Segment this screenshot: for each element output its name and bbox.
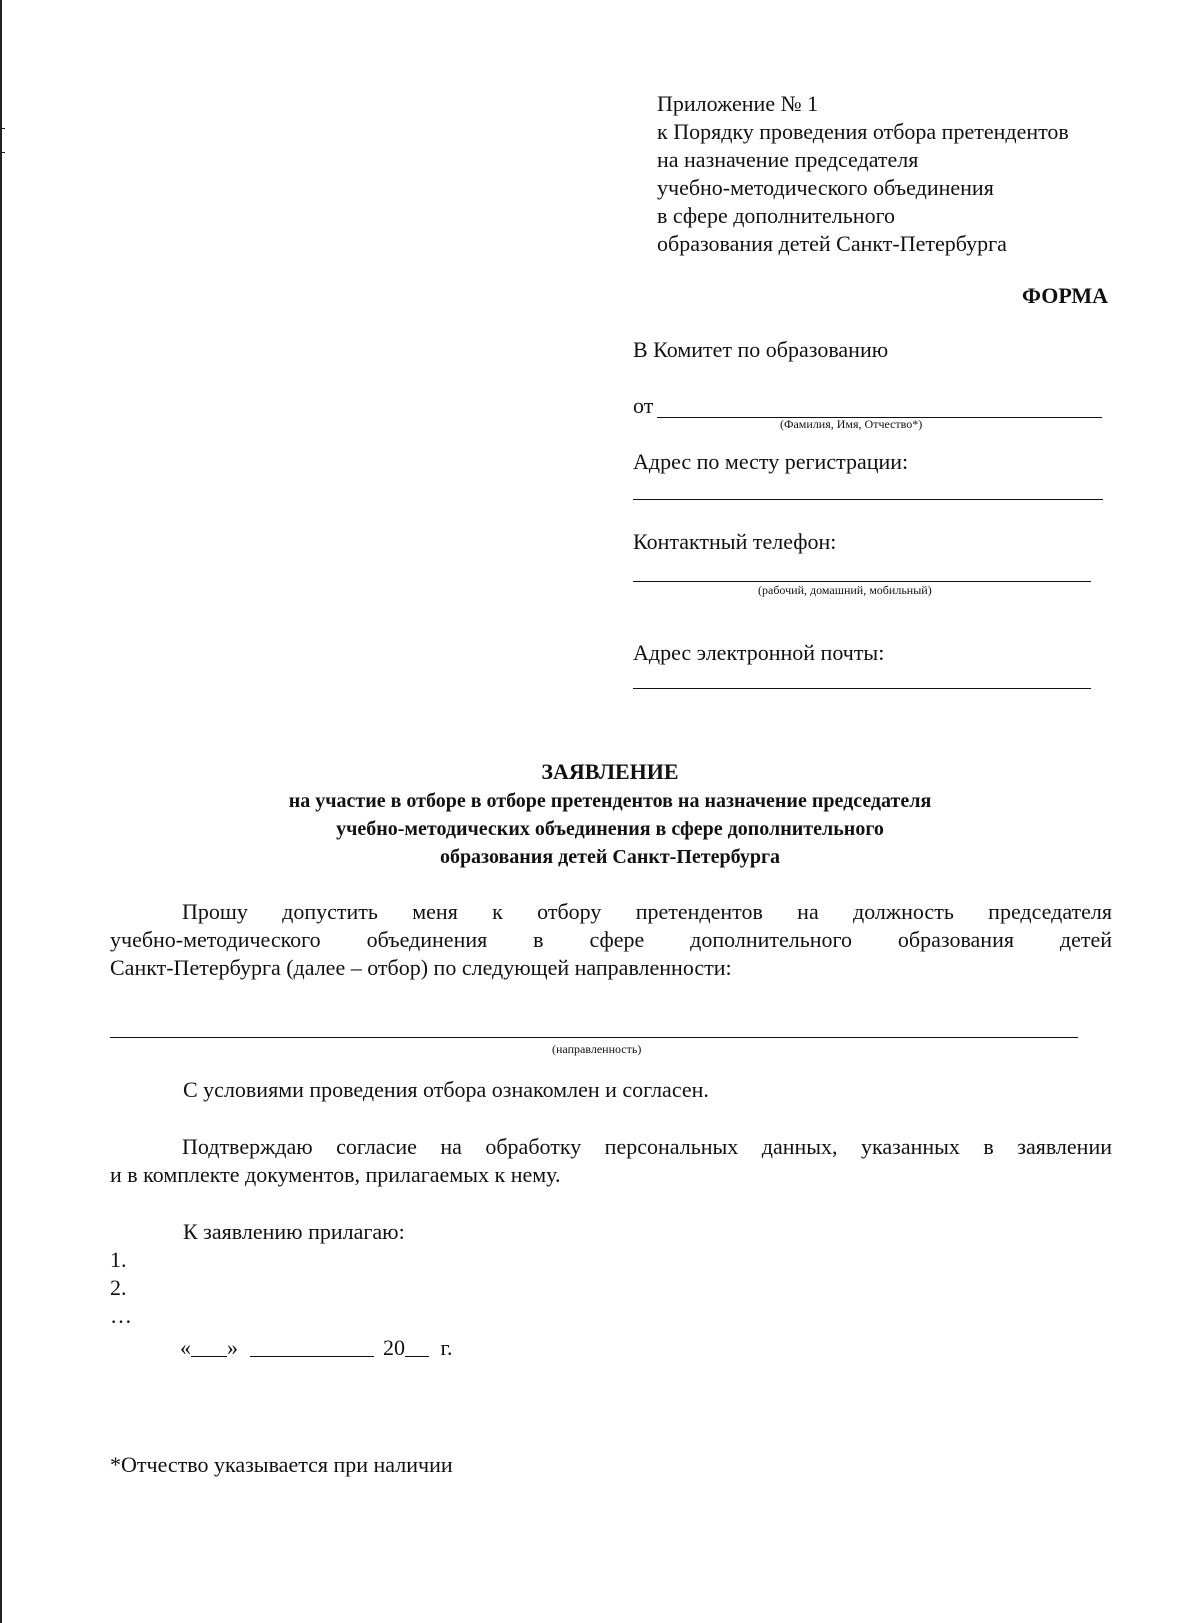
- statement-subtitle: [100, 787, 1120, 871]
- statement-heading: ЗАЯВЛЕНИЕ: [541, 759, 679, 784]
- appendix-line: учебно-методического объединения: [657, 175, 994, 200]
- direction-hint: (направленность): [552, 1042, 642, 1056]
- consent-paragraph: [110, 1133, 1112, 1189]
- appendix-line: Приложение № 1: [657, 91, 819, 116]
- request-paragraph: [110, 898, 1112, 982]
- date-year-suffix: г.: [440, 1335, 453, 1360]
- attach-item: 1.: [110, 1247, 127, 1272]
- phone-label: Контактный телефон:: [633, 529, 837, 554]
- request-line: учебно-методического объединения в сфере дополнительного образования детей: [110, 927, 1112, 952]
- address-field-line[interactable]: [633, 499, 1103, 500]
- appendix-line: в сфере дополнительного: [657, 203, 896, 228]
- subtitle-line: образования детей Санкт-Петербурга: [439, 846, 781, 868]
- appendix-line: на назначение председателя: [657, 147, 919, 172]
- subtitle-line: на участие в отборе в отборе претендентов на назначение председателя: [288, 790, 932, 812]
- attach-item: 2.: [110, 1275, 127, 1300]
- date-open-quote: «: [180, 1335, 191, 1360]
- consent-line: Подтверждаю согласие на обработку персональных данных, указанных в заявлении: [182, 1134, 1112, 1159]
- email-field-line[interactable]: [633, 688, 1091, 689]
- scan-left-edge: [0, 0, 2, 1623]
- form-label: ФОРМА: [1022, 283, 1108, 308]
- agree-text: С условиями проведения отбора ознакомлен и согласен.: [183, 1077, 709, 1102]
- request-line: Санкт-Петербурга (далее – отбор) по следующей направленности:: [110, 955, 732, 980]
- email-label: Адрес электронной почты:: [633, 640, 885, 665]
- attach-label: К заявлению прилагаю:: [183, 1219, 405, 1244]
- attach-list: [110, 1246, 132, 1330]
- date-close-quote: »: [227, 1335, 238, 1360]
- address-label: Адрес по месту регистрации:: [633, 449, 909, 474]
- request-line: Прошу допустить меня к отбору претендентов на должность председателя: [182, 899, 1112, 924]
- appendix-line: образования детей Санкт-Петербурга: [657, 231, 1007, 256]
- appendix-line: к Порядку проведения отбора претендентов: [657, 119, 1069, 144]
- consent-line: и в комплекте документов, прилагаемых к нему.: [110, 1162, 561, 1187]
- footnote: *Отчество указывается при наличии: [110, 1452, 453, 1477]
- date-year-field[interactable]: [405, 1356, 429, 1357]
- phone-field-line[interactable]: [633, 581, 1091, 582]
- date-day-field[interactable]: [191, 1356, 227, 1357]
- date-row: [180, 1334, 453, 1362]
- scan-tick: [0, 128, 5, 129]
- scan-tick: [0, 152, 5, 153]
- subtitle-line: учебно-методических объединения в сфере дополнительного: [336, 818, 884, 840]
- addressee-to: В Комитет по образованию: [633, 337, 889, 362]
- from-prefix: от: [633, 393, 654, 418]
- direction-field-line[interactable]: [110, 1037, 1078, 1038]
- fio-hint: (Фамилия, Имя, Отчество*): [780, 417, 923, 431]
- phone-hint: (рабочий, домашний, мобильный): [758, 583, 932, 597]
- appendix-block: [657, 90, 1069, 258]
- date-year-prefix: 20: [383, 1335, 405, 1360]
- attach-item: …: [110, 1303, 132, 1328]
- date-month-field[interactable]: [250, 1356, 374, 1357]
